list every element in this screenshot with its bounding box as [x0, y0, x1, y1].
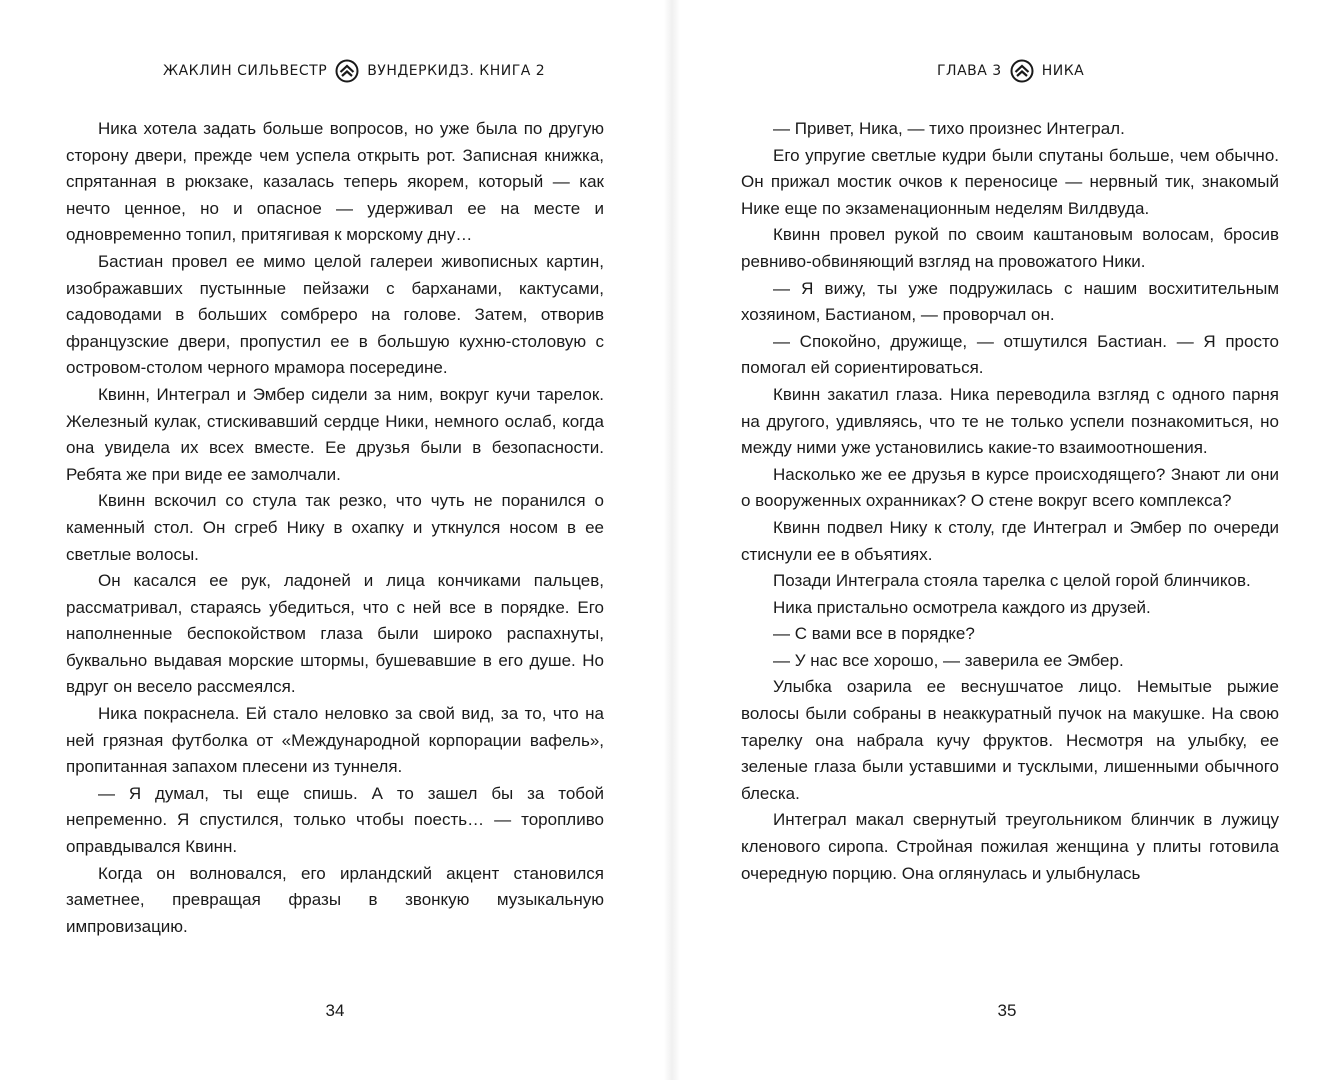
paragraph: — С вами все в порядке?	[773, 624, 975, 644]
paragraph: Ника покраснела. Ей стало неловко за свой вид, за то, что на ней грязная футболка от «Международной корпорации вафель», пропитанная запахом плесени из туннеля.	[66, 704, 604, 777]
book-title: ВУНДЕРКИДЗ. КНИГА 2	[367, 63, 546, 79]
page-number: 35	[997, 1001, 1017, 1020]
paragraph: Его упругие светлые кудри были спутаны больше, чем обычно. Он прижал мостик очков к переносице — нервный тик, знакомый Нике еще по экзаменационным неделям Вилдвуда.	[741, 145, 1279, 218]
chapter-label: ГЛАВА 3	[937, 63, 1002, 79]
paragraph: — У нас все хорошо, — заверила ее Эмбер.	[773, 650, 1124, 670]
paragraph: — Привет, Ника, — тихо произнес Интеграл.	[773, 119, 1125, 138]
paragraph: — Я вижу, ты уже подружилась с нашим восхитительным хозяином, Бастианом, — проворчал он.	[741, 278, 1279, 325]
paragraph: Квинн подвел Нику к столу, где Интеграл и Эмбер по очереди стиснули ее в объятиях.	[741, 517, 1279, 564]
paragraph: Квинн вскочил со стула так резко, что чуть не поранился о каменный стол. Он сгреб Нику в охапку и уткнулся носом в ее светлые волосы.	[66, 491, 604, 564]
paragraph: Квинн, Интеграл и Эмбер сидели за ним, вокруг кучи тарелок. Железный кулак, стискивавший сердце Ники, немного ослаб, когда она увидела их всех вместе. Ее друзья были в безопасности. Ребята же при виде ее замолчали.	[66, 384, 604, 484]
paragraph: Он касался ее рук, ладоней и лица кончиками пальцев, рассматривал, стараясь убедиться, что с ней все в порядке. Его наполненные беспокойством глаза были широко распахнуты, буквально выдавая морские штормы, бушевавшие в его душе. Но вдруг он весело рассмеялся.	[66, 571, 604, 697]
paragraph: Квинн провел рукой по своим каштановым волосам, бросив ревниво-обвиняющий взгляд на провожатого Ники.	[741, 225, 1279, 271]
paragraph: Улыбка озарила ее веснушчатое лицо. Немытые рыжие волосы были собраны в неаккуратный пучок на макушке. На свою тарелку она набрала кучу фруктов. Несмотря на улыбку, ее зеленые глаза были уставшими и тусклыми, лишенными обычного блеска.	[741, 677, 1279, 803]
paragraph: Позади Интеграла стояла тарелка с целой горой блинчиков.	[773, 571, 1251, 591]
book-gutter	[664, 0, 680, 1080]
mountain-circle-icon	[335, 59, 359, 83]
paragraph: Ника пристально осмотрела каждого из друзей.	[773, 597, 1151, 617]
paragraph: — Я думал, ты еще спишь. А то зашел бы за тобой непременно. Я спустился, только чтобы поесть… — торопливо оправдывался Квинн.	[66, 783, 604, 857]
mountain-circle-icon	[1010, 59, 1034, 83]
left-page	[0, 0, 664, 1080]
paragraph: Бастиан провел ее мимо целой галереи живописных картин, изображавших пустынные пейзажи с барханами, кактусами, садоводами в больших сомбреро на голове. Затем, отворив французские двери, пропустил ее в большую кухню-столовую с островом-столом черного мрамора посередине.	[66, 251, 604, 378]
page-number: 34	[325, 1001, 345, 1020]
left-running-head	[163, 58, 545, 84]
paragraph: — Спокойно, дружище, — отшутился Бастиан. — Я просто помогал ей сориентироваться.	[741, 331, 1279, 378]
right-body-text	[741, 116, 1279, 887]
paragraph: Интеграл макал свернутый треугольником блинчик в лужицу кленового сиропа. Стройная пожилая женщина у плиты готовила очередную порцию. Она оглянулась и улыбнулась	[741, 810, 1279, 883]
paragraph: Насколько же ее друзья в курсе происходящего? Знают ли они о вооруженных охранниках? О стене вокруг всего комплекса?	[741, 464, 1279, 511]
right-page	[680, 0, 1342, 1080]
paragraph: Ника хотела задать больше вопросов, но уже была по другую сторону двери, прежде чем успела открыть рот. Записная книжка, спрятанная в рюкзаке, казалась теперь якорем, который — как нечто ценное, но и опасное — удерживал ее на месте и одновременно топил, притягивая к морскому дну…	[66, 119, 604, 245]
paragraph: Когда он волновался, его ирландский акцент становился заметнее, превращая фразы в звонкую музыкальную импровизацию.	[66, 863, 604, 936]
chapter-title: НИКА	[1041, 63, 1085, 79]
paragraph: Квинн закатил глаза. Ника переводила взгляд с одного парня на другого, удивляясь, что те не только успели познакомиться, но между ними уже установились какие-то взаимоотношения.	[741, 384, 1279, 458]
left-body-text	[66, 116, 604, 940]
right-running-head	[937, 58, 1084, 84]
author-name: ЖАКЛИН СИЛЬВЕСТР	[163, 63, 328, 79]
